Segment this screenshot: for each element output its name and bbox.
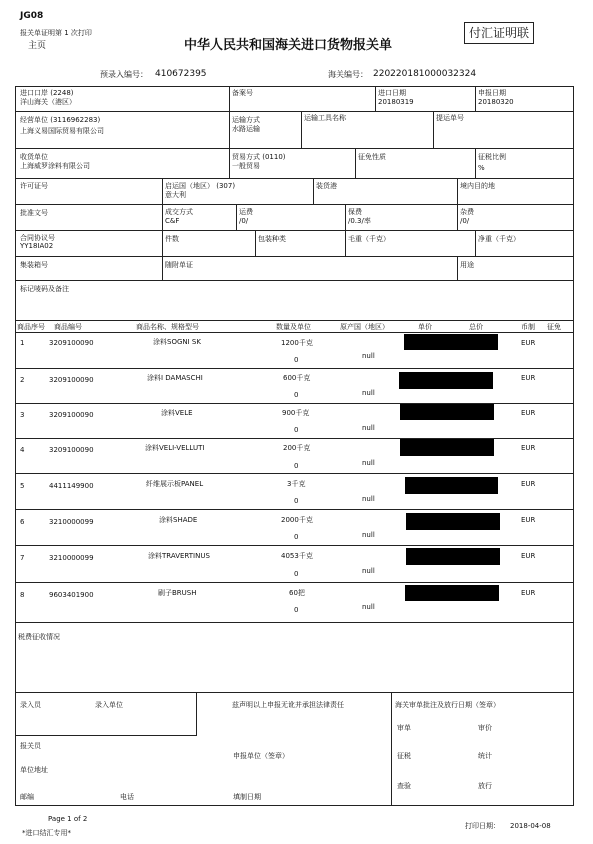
license-label: 许可证号	[20, 182, 48, 190]
print-date: 2018-04-08	[510, 822, 551, 830]
row-qty: 4053千克	[281, 552, 313, 560]
operator-value: 上海义易国际贸易有限公司	[20, 127, 104, 135]
redaction-block	[405, 585, 499, 601]
consignee-value: 上海威罗涂料有限公司	[20, 162, 90, 170]
declare-date-cell	[478, 89, 514, 106]
insurance-value: /0.3/率	[348, 217, 371, 225]
release-label: 放行	[478, 782, 492, 790]
row-seq: 8	[20, 591, 25, 599]
consignee-cell	[20, 153, 90, 170]
contract-value: YY18IA02	[20, 242, 54, 250]
gross-weight-label: 毛重（千克）	[348, 235, 390, 243]
package-cell	[258, 235, 286, 243]
attached-docs-label: 随附单证	[165, 261, 193, 269]
destination-cell	[460, 182, 495, 190]
pre-entry-no: 410672395	[155, 69, 207, 79]
transport-mode-label: 运输方式	[232, 116, 260, 124]
misc-fee-value: /0/	[460, 217, 470, 225]
row-origin: null	[362, 424, 375, 432]
row-seq: 5	[20, 482, 25, 490]
gross-weight-cell	[348, 235, 390, 243]
form-code: JG08	[20, 11, 44, 21]
container-cell	[20, 261, 48, 269]
row-qty2: 0	[294, 356, 299, 364]
row-origin: null	[362, 531, 375, 539]
row-qty: 2000千克	[281, 516, 313, 524]
vessel-cell	[304, 114, 346, 122]
tax-nature-label: 征免性质	[358, 153, 386, 161]
declaration-text: 兹声明以上申报无讹并承担法律责任	[232, 701, 344, 709]
home-link[interactable]: 主页	[28, 41, 47, 51]
print-date-label: 打印日期：	[465, 822, 500, 830]
redaction-block	[404, 334, 498, 350]
stats-label: 统计	[478, 752, 492, 760]
row-qty: 900千克	[282, 409, 310, 417]
marks-cell	[20, 285, 69, 293]
row-code: 3210000099	[49, 554, 94, 562]
consignee-label: 收货单位	[20, 153, 48, 161]
row-code: 3210000099	[49, 518, 94, 526]
deal-mode-cell	[165, 208, 193, 225]
row-name: 涂料TRAVERTINUS	[148, 552, 210, 560]
import-port-label: 进口口岸 (2248)	[20, 89, 74, 97]
row-qty2: 0	[294, 606, 299, 614]
review-label: 审单	[397, 724, 411, 732]
fill-date-label: 填制日期	[233, 793, 261, 801]
vessel-label: 运输工具名称	[304, 114, 346, 122]
col-currency: 币制	[521, 323, 535, 331]
freight-cell	[239, 208, 253, 225]
col-qty: 数量及单位	[276, 323, 311, 331]
row-name: 涂料VELI-VELLUTI	[145, 444, 205, 452]
import-port-value: 洋山海关（港区）	[20, 98, 76, 106]
row-qty2: 0	[294, 391, 299, 399]
row-name: 刷子BRUSH	[158, 589, 197, 597]
row-currency: EUR	[521, 552, 536, 560]
row-seq: 3	[20, 411, 25, 419]
redaction-block	[406, 513, 500, 530]
origin-country-label: 启运国（地区） (307)	[165, 182, 236, 190]
misc-fee-cell	[460, 208, 474, 225]
import-date-label: 进口日期	[378, 89, 406, 97]
row-code: 3209100090	[49, 339, 94, 347]
col-unit-price: 单价	[418, 323, 432, 331]
col-seq: 商品序号	[17, 323, 45, 331]
row-origin: null	[362, 459, 375, 467]
insurance-cell	[348, 208, 371, 225]
row-code: 9603401900	[49, 591, 94, 599]
customs-no-label: 海关编号：	[328, 70, 368, 79]
page-indicator: Page 1 of 2	[48, 815, 88, 823]
row-qty2: 0	[294, 570, 299, 578]
row-code: 4411149900	[49, 482, 94, 490]
declare-date-value: 20180320	[478, 98, 514, 106]
redaction-block	[406, 548, 500, 565]
origin-country-value: 意大利	[165, 191, 186, 199]
col-origin: 原产国（地区）	[340, 323, 389, 331]
tax-ratio-cell	[478, 153, 506, 172]
row-seq: 1	[20, 339, 25, 347]
col-code: 商品编号	[54, 323, 82, 331]
row-qty2: 0	[294, 497, 299, 505]
freight-value: /0/	[239, 217, 249, 225]
bill-no-label: 提运单号	[436, 114, 464, 122]
row-qty2: 0	[294, 533, 299, 541]
usage-cell	[460, 261, 474, 269]
tax-status-label: 税费征收情况	[18, 633, 60, 641]
entry-unit-label: 录入单位	[95, 701, 123, 709]
container-label: 集装箱号	[20, 261, 48, 269]
misc-fee-label: 杂费	[460, 208, 474, 216]
unit-address-label: 单位地址	[20, 766, 48, 774]
pieces-cell	[165, 235, 179, 243]
row-name: 纤维展示板PANEL	[146, 480, 204, 488]
row-code: 3209100090	[49, 411, 94, 419]
tax-ratio-label: 征税比例	[478, 153, 506, 161]
approval-label: 批准文号	[20, 209, 48, 217]
customs-no: 220220181000032324	[373, 69, 477, 79]
tax-ratio-value: %	[478, 164, 485, 172]
row-currency: EUR	[521, 444, 536, 452]
inspect-label: 查验	[397, 782, 411, 790]
transport-mode-cell	[232, 116, 260, 133]
loading-port-cell	[316, 182, 337, 190]
row-origin: null	[362, 495, 375, 503]
trade-mode-label: 贸易方式 (0110)	[232, 153, 286, 161]
special-use-note: *进口结汇专用*	[22, 829, 71, 837]
license-cell	[20, 182, 48, 190]
trade-mode-value: 一般贸易	[232, 162, 260, 170]
row-currency: EUR	[521, 409, 536, 417]
stamp-label: 付汇证明联	[464, 22, 534, 44]
pricing-label: 审价	[478, 724, 492, 732]
net-weight-label: 净重（千克）	[478, 235, 520, 243]
row-seq: 4	[20, 446, 25, 454]
record-no-cell	[232, 89, 253, 97]
declarant-label: 报关员	[20, 742, 41, 750]
row-name: 涂料I DAMASCHI	[147, 374, 203, 382]
trade-mode-cell	[232, 153, 286, 170]
bill-no-cell	[436, 114, 464, 122]
row-currency: EUR	[521, 339, 536, 347]
col-total: 总价	[469, 323, 483, 331]
attached-docs-cell	[165, 261, 193, 269]
postcode-label: 邮编	[20, 793, 34, 801]
deal-mode-value: C&F	[165, 217, 180, 225]
declare-unit-label: 申报单位（签章）	[233, 752, 289, 760]
pre-entry-label: 预录入编号：	[100, 70, 148, 79]
operator-label: 经营单位 (3116962283)	[20, 116, 101, 124]
col-name: 商品名称、规格型号	[136, 323, 199, 331]
row-code: 3209100090	[49, 446, 94, 454]
declare-date-label: 申报日期	[478, 89, 506, 97]
row-qty: 3千克	[287, 480, 306, 488]
loading-port-label: 装货港	[316, 182, 337, 190]
pieces-label: 件数	[165, 235, 179, 243]
insurance-label: 保费	[348, 208, 362, 216]
row-code: 3209100090	[49, 376, 94, 384]
row-qty: 1200千克	[281, 339, 313, 347]
row-seq: 7	[20, 554, 25, 562]
row-seq: 2	[20, 376, 25, 384]
row-name: 涂料SOGNI SK	[153, 338, 201, 346]
import-port-cell	[20, 89, 76, 106]
record-no-label: 备案号	[232, 89, 253, 97]
row-name: 涂料VELE	[161, 409, 193, 417]
row-origin: null	[362, 603, 375, 611]
approval-cell	[20, 209, 48, 217]
row-name: 涂料SHADE	[159, 516, 198, 524]
row-origin: null	[362, 389, 375, 397]
print-count: 报关单证明第 1 次打印	[20, 29, 92, 37]
customs-approval-label: 海关审单批注及放行日期（签章）	[395, 701, 500, 709]
row-qty2: 0	[294, 462, 299, 470]
marks-label: 标记唛码及备注	[20, 285, 69, 293]
row-qty: 600千克	[283, 374, 311, 382]
operator-cell	[20, 116, 104, 135]
redaction-block	[399, 372, 493, 389]
redaction-block	[400, 404, 494, 420]
tax-nature-cell	[358, 153, 386, 161]
import-date-value: 20180319	[378, 98, 414, 106]
row-origin: null	[362, 352, 375, 360]
row-qty: 200千克	[283, 444, 311, 452]
deal-mode-label: 成交方式	[165, 208, 193, 216]
row-currency: EUR	[521, 589, 536, 597]
row-origin: null	[362, 567, 375, 575]
row-qty: 60把	[289, 589, 305, 597]
transport-mode-value: 水路运输	[232, 125, 260, 133]
row-currency: EUR	[521, 480, 536, 488]
origin-country-cell	[165, 182, 235, 199]
row-currency: EUR	[521, 516, 536, 524]
net-weight-cell	[478, 235, 520, 243]
col-tax: 征免	[547, 323, 561, 331]
page-title: 中华人民共和国海关进口货物报关单	[184, 38, 393, 53]
package-label: 包装种类	[258, 235, 286, 243]
entry-clerk-label: 录入员	[20, 701, 41, 709]
freight-label: 运费	[239, 208, 253, 216]
contract-label: 合同协议号	[20, 234, 55, 242]
contract-cell	[20, 234, 55, 250]
destination-label: 境内目的地	[460, 182, 495, 190]
row-qty2: 0	[294, 426, 299, 434]
row-currency: EUR	[521, 374, 536, 382]
redaction-block	[400, 439, 494, 456]
phone-label: 电话	[120, 793, 134, 801]
import-date-cell	[378, 89, 414, 106]
row-seq: 6	[20, 518, 25, 526]
tax-collect-label: 征税	[397, 752, 411, 760]
redaction-block	[405, 477, 498, 494]
usage-label: 用途	[460, 261, 474, 269]
